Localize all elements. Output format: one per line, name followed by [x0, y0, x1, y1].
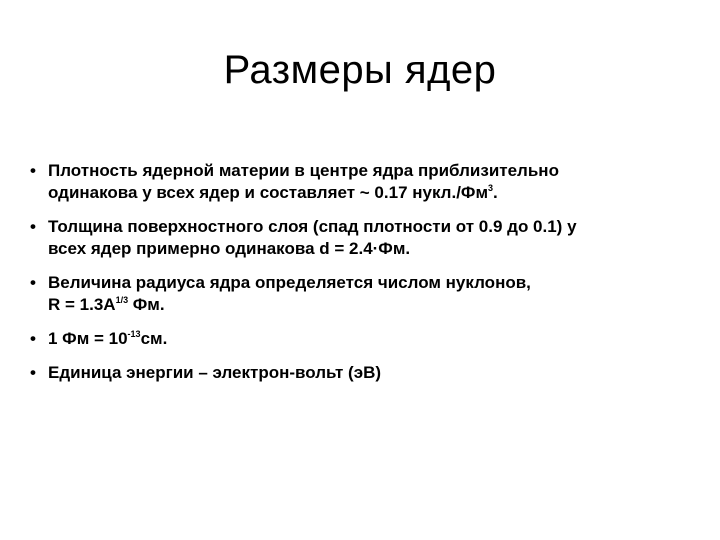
- bullet-fermi-text: 1 Фм = 10: [48, 329, 128, 348]
- bullet-fermi-definition: [30, 328, 670, 350]
- bullet-radius-formula-end: Фм.: [128, 295, 165, 314]
- bullet-fermi-end: см.: [140, 329, 168, 348]
- bullet-density-exponent: 3: [488, 183, 494, 193]
- bullet-radius-formula-text: R = 1.3A: [48, 295, 116, 314]
- bullet-surface-line1: Толщина поверхностного слоя (спад плотности от 0.9 до 0.1) у: [48, 217, 577, 236]
- bullet-density-line2: [48, 182, 670, 204]
- bullet-marker: •: [30, 363, 36, 382]
- bullet-surface-thickness: [30, 216, 670, 260]
- bullet-density: [30, 160, 670, 204]
- bullet-marker: •: [30, 273, 36, 292]
- bullet-radius-formula: [48, 294, 670, 316]
- bullet-fermi-exponent: -13: [127, 329, 141, 339]
- bullet-energy-unit: [30, 362, 670, 384]
- bullet-radius-exponent: 1/3: [115, 295, 129, 305]
- bullet-density-line2-text: одинакова у всех ядер и составляет ~ 0.17 нукл./Фм: [48, 183, 489, 202]
- bullet-density-line2-end: .: [493, 183, 498, 202]
- bullet-marker: •: [30, 217, 36, 236]
- slide-title: Размеры ядер: [223, 48, 497, 92]
- bullet-fermi-line: [48, 328, 670, 350]
- bullet-density-line1: Плотность ядерной материи в центре ядра приблизительно: [48, 161, 559, 180]
- bullet-surface-line2: всех ядер примерно одинакова d = 2.4·Фм.: [48, 239, 411, 258]
- bullet-marker: •: [30, 329, 36, 348]
- bullet-marker: •: [30, 161, 36, 180]
- bullet-radius: [30, 272, 670, 316]
- bullet-radius-line1: Величина радиуса ядра определяется числом нуклонов,: [48, 273, 531, 292]
- bullet-list: [30, 160, 670, 396]
- bullet-energy-line: Единица энергии – электрон-вольт (эВ): [48, 363, 382, 382]
